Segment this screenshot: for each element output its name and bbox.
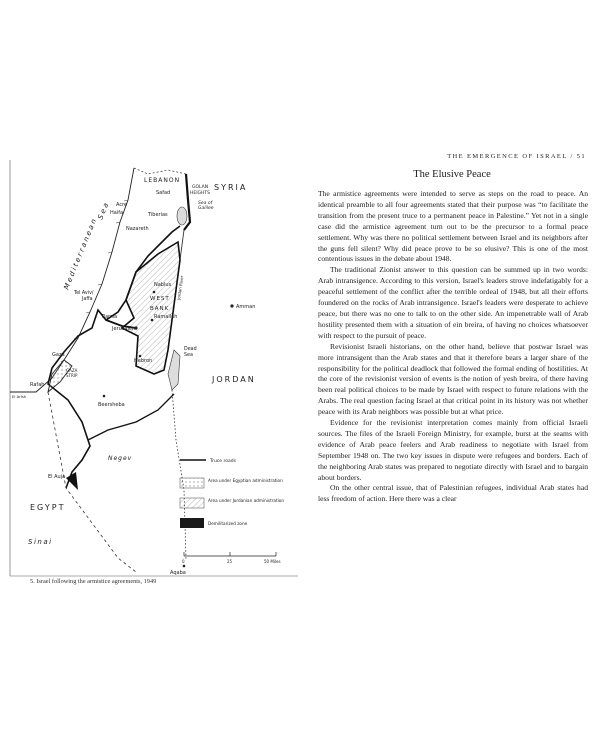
label-gaza-strip-1: GAZA [66, 368, 78, 373]
label-golan: GOLAN [192, 185, 209, 190]
label-safad: Safad [156, 190, 171, 196]
label-nablus: Nablus [154, 282, 172, 288]
amman-marker [230, 304, 233, 307]
legend-label-jordanian: Area under Jordanian administration [208, 498, 285, 503]
label-heights: HEIGHTS [190, 191, 211, 196]
scale-label-25: 25 [227, 559, 233, 564]
label-sinai: Sinai [28, 538, 53, 546]
body-text [318, 189, 588, 505]
label-tel-aviv-2: Jaffa [82, 297, 93, 302]
figure-caption: 5. Israel following the armistice agreements, 1949 [30, 578, 157, 585]
label-gaza: Gaza [52, 352, 65, 358]
label-amman: Amman [236, 304, 256, 310]
label-sea: Sea [96, 200, 111, 221]
label-el-arish: El Arish [12, 394, 27, 399]
paragraph: The armistice agreements were intended to serve as steps on the road to peace. An identical preamble to all four agreements stated that their purpose was “to facilitate the transition from the present truce to a permanent peace in Palestine.” Yet not in a single case did the armistice agreement turn out to be the precursor to a formal peace settlement. Why was there no political settlement between Israel and its neighbors after the guns fell silent? Why did peace prove to be so elusive? This is one of the most contentious issues in the debate about 1948. [318, 189, 588, 264]
label-jerusalem: Jerusalem [112, 326, 137, 332]
legend-label-roads: Truce roads [210, 459, 236, 464]
dead-sea [168, 350, 180, 390]
label-sea-of-galilee-1: Sea of [198, 201, 213, 206]
beersheba-marker [103, 395, 106, 398]
map-scale-bar [182, 552, 281, 564]
legend-label-egyptian: Area under Egyptian administration [208, 478, 283, 483]
paragraph: On the other central issue, that of Palestinian refugees, individual Arab states had less freedom of action. Here there was a clear [318, 483, 588, 504]
scale-label-0: 0 [182, 559, 185, 564]
legend-swatch-dmz [180, 518, 204, 528]
paragraph: Revisionist Israeli historians, on the other hand, believe that postwar Israel was more intransigent than the Arab states and that it therefore bears a larger share of the responsibility for the political deadlock that followed the formal ending of hostilities. At the core of the revisionist version of events is the notion of yesh breira, of there having been real political choices to be made by Israel with respect to future relations with the Arabs. The real question facing Israel at that critical point in its history was not whether peace with its Arab neighbors was possible but at what price. [318, 341, 588, 417]
scale-label-50: 50 Miles [264, 559, 281, 564]
label-lebanon: LEBANON [144, 177, 181, 184]
map-legend [180, 458, 284, 528]
paragraph: Evidence for the revisionist interpretation comes mainly from official Israeli sources. The files of the Israeli Foreign Ministry, for example, burst at the seams with evidence of Arab peace feelers and Arab readiness to negotiate with Israel from September 1948 on. The two key issues in dispute were refugees and borders. Each of the neighboring Arab states was prepared to negotiate directly with Israel and to bargain about borders. [318, 418, 588, 482]
label-mediterranean: Mediterranean [62, 216, 99, 291]
label-jordan: JORDAN [212, 375, 256, 384]
label-ramallah: Ramallah [154, 314, 178, 320]
hebron-marker [139, 355, 142, 358]
arava-border [172, 390, 186, 560]
label-bank: BANK [150, 306, 170, 312]
running-header: THE EMERGENCE OF ISRAEL / 51 [447, 153, 586, 160]
label-west: WEST [150, 296, 170, 302]
aqaba-marker [183, 565, 186, 568]
label-dead-sea-1: Dead [184, 347, 197, 352]
legend-label-dmz: Demilitarized zone [208, 521, 248, 526]
label-tel-aviv-1: Tel Aviv/ [74, 291, 94, 296]
label-gaza-strip-2: STRIP [66, 373, 78, 378]
legend-swatch-egyptian [180, 478, 204, 488]
armistice-map [8, 160, 300, 580]
legend-swatch-jordanian [180, 498, 204, 508]
section-title: The Elusive Peace [413, 169, 491, 180]
label-aqaba: Aqaba [170, 570, 186, 576]
label-sea-of-galilee-2: Galilee [198, 206, 214, 211]
label-el-auja: El Auja [48, 474, 66, 480]
nablus-marker [153, 291, 156, 294]
label-syria: SYRIA [214, 183, 248, 192]
negev-line [88, 394, 174, 440]
label-haifa: Haifa [110, 210, 124, 216]
lebanon-border [134, 168, 186, 174]
label-nazareth: Nazareth [126, 226, 149, 232]
label-negev: Negev [108, 455, 133, 462]
label-hebron: Hebron [134, 358, 153, 364]
egypt-border [48, 392, 136, 572]
ramallah-marker [151, 319, 154, 322]
paragraph: The traditional Zionist answer to this question can be summed up in two words: Arab intransigence. According to this version, Israel's leaders strove indefatigably for a peaceful settlement of the conflict after the terrible ordeal of 1948, but all their efforts foundered on the rocks of Arab intransigence. Israel's leaders were desperate to achieve peace, but there was no one to talk to on the other side. An impenetrable wall of Arab hostility presented them with a situation of ein breira, of having no choices whatsoever with respect to the pursuit of peace. [318, 265, 588, 340]
sea-of-galilee [177, 207, 187, 225]
label-tiberias: Tiberias [148, 212, 168, 218]
label-ramla: Ramla [102, 315, 118, 320]
label-egypt: EGYPT [30, 503, 66, 512]
label-beersheba: Beersheba [98, 402, 125, 408]
label-jordan-river: Jordan River [176, 275, 185, 301]
label-dead-sea-2: Sea [184, 353, 193, 358]
label-rafah: Rafah [30, 382, 45, 388]
label-acre: Acre [116, 202, 128, 208]
